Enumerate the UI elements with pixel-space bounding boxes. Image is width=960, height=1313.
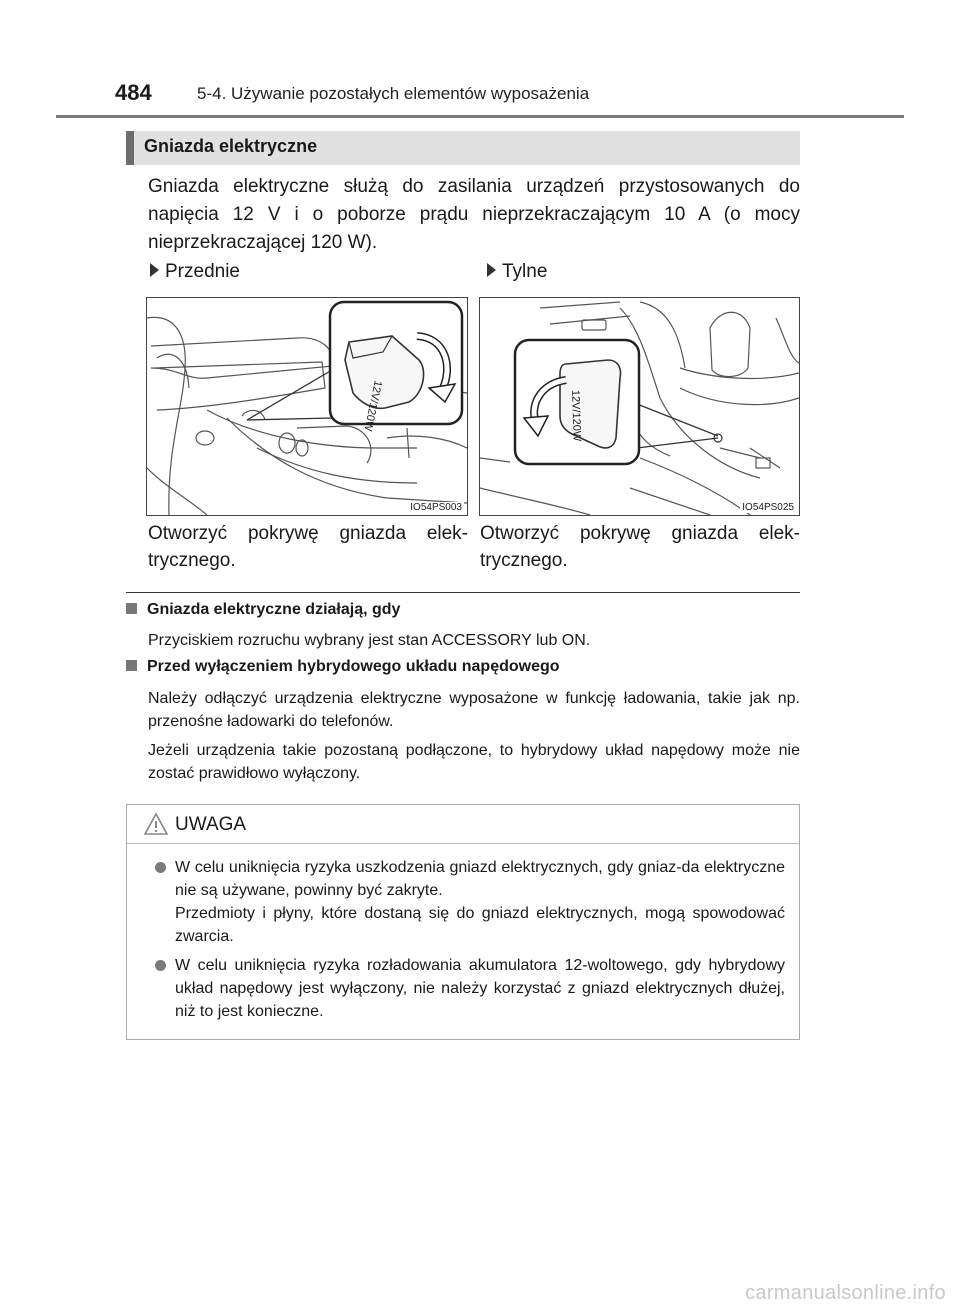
running-head: 5-4. Używanie pozostałych elementów wyposażenia	[197, 84, 590, 103]
figure-caption-rear: Otworzyć pokrywę gniazda elek-trycznego.	[480, 523, 800, 571]
page-number: 484	[115, 80, 152, 105]
section-intro: Gniazda elektryczne służą do zasilania urządzeń przystosowanych do napięcia 12 V i o poborze prądu nieprzekraczającym 10 A (o mocy nieprzekraczającej 120 W).	[148, 176, 800, 253]
square-bullet-icon	[126, 660, 137, 671]
note-paragraph: Przyciskiem rozruchu wybrany jest stan ACCESSORY lub ON.	[148, 632, 591, 649]
warning-text: Przedmioty i płyny, które dostaną się do gniazd elektrycznych, mogą spowodować zwarcia.	[175, 905, 785, 945]
section-title: Gniazda elektryczne	[144, 136, 318, 156]
warning-text: W celu uniknięcia ryzyka uszkodzenia gniazd elektrycznych, gdy gniaz-da elektryczne nie są używane, powinny być zakryte.	[175, 859, 785, 899]
front-console-illustration	[147, 298, 467, 515]
watermark: carmanualsonline.info	[745, 1282, 946, 1304]
figure-code: IO54PS025	[742, 502, 794, 513]
warning-triangle-icon	[143, 812, 169, 836]
note-paragraph: Jeżeli urządzenia takie pozostaną podłączone, to hybrydowy układ napędowy może nie zostać prawidłowo wyłączony.	[148, 742, 800, 782]
warning-header	[127, 805, 799, 844]
square-bullet-icon	[126, 603, 137, 614]
round-bullet-icon	[155, 960, 166, 971]
figure-label-front: Przednie	[150, 261, 240, 283]
section-title-accent	[126, 131, 134, 165]
figure-caption-front: Otworzyć pokrywę gniazda elek-trycznego.	[148, 523, 468, 571]
warning-box	[126, 804, 800, 1040]
warning-text: W celu uniknięcia ryzyka rozładowania akumulatora 12-woltowego, gdy hybrydowy układ napędowy jest wyłączony, nie należy korzystać z gniazd elektrycznych dłużej, niż to jest konieczne.	[175, 957, 785, 1020]
note-heading: Gniazda elektryczne działają, gdy	[126, 601, 400, 619]
figure-rear-socket	[479, 297, 800, 516]
front-socket-marking: 12V/120W	[361, 379, 384, 433]
figure-code: IO54PS003	[410, 502, 462, 513]
header-divider	[56, 115, 904, 118]
round-bullet-icon	[155, 862, 166, 873]
rear-socket-marking: 12V/120W	[569, 389, 583, 442]
warning-title: UWAGA	[175, 814, 247, 835]
section-title-bar	[126, 131, 800, 165]
note-paragraph: Należy odłączyć urządzenia elektryczne wyposażone w funkcję ładowania, takie jak np. przenośne ładowarki do telefonów.	[148, 690, 800, 730]
figure-front-socket	[146, 297, 468, 516]
rear-console-illustration	[480, 298, 799, 515]
section-divider	[126, 592, 800, 593]
triangle-bullet-icon	[487, 263, 496, 277]
note-heading: Przed wyłączeniem hybrydowego układu napędowego	[126, 658, 560, 676]
triangle-bullet-icon	[150, 263, 159, 277]
figure-label-rear: Tylne	[487, 261, 547, 283]
